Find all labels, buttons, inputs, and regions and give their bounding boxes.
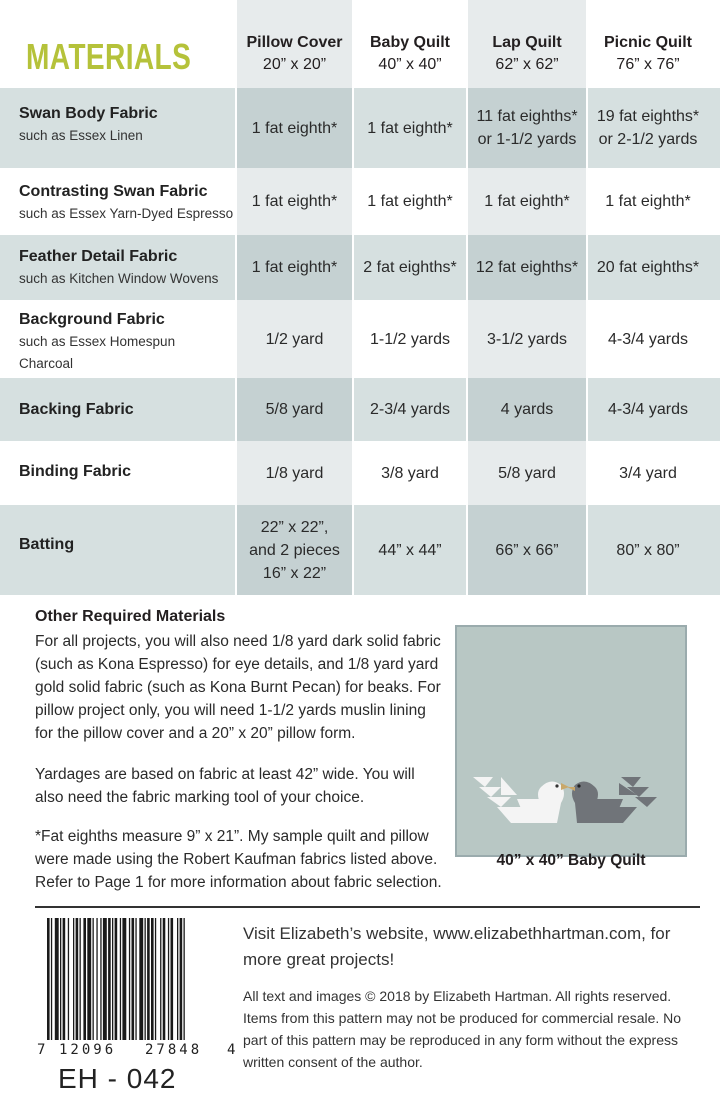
barcode-bar xyxy=(168,918,169,1040)
table-cell: 20 fat eighths* xyxy=(596,259,700,276)
barcode-bar xyxy=(139,918,143,1040)
barcode-bar xyxy=(115,918,118,1040)
row-name: Backing Fabric xyxy=(19,401,134,418)
row-label xyxy=(19,399,134,421)
barcode xyxy=(37,918,237,1048)
barcode-bar xyxy=(122,918,126,1040)
column-header xyxy=(588,32,708,76)
column-header-size: 76” x 76” xyxy=(616,56,680,73)
column-header xyxy=(354,32,466,76)
column-header-size: 20” x 20” xyxy=(262,56,327,73)
barcode-bar xyxy=(100,918,101,1040)
table-cell: 3/4 yard xyxy=(619,464,677,482)
other-materials-paragraph: For all projects, you will also need 1/8 yard dark solid fabric (such as Kona Espresso) for eye details, and 1/8 yard yard gold solid fabric (such as Kona Burnt Pecan) for beaks. For pillow project only, you will need 1-1/2 yards muslin lining for the pillow cover and a 20” x 20” pillow form. xyxy=(35,633,441,742)
row-sub: such as Kitchen Window Wovens xyxy=(19,271,219,286)
yardage-note: Yardages are based on fabric at least 42” wide. You will also need the fabric marking tool of your choice. xyxy=(35,766,415,806)
barcode-bar xyxy=(83,918,86,1040)
column-header xyxy=(468,32,586,76)
row-name: Swan Body Fabric xyxy=(19,105,158,122)
barcode-bar xyxy=(112,918,113,1040)
row-name: Batting xyxy=(19,536,75,553)
table-cell: 3/8 yard xyxy=(381,464,439,482)
row-name: Background Fabric xyxy=(19,311,165,328)
barcode-bar xyxy=(103,918,107,1040)
barcode-bar xyxy=(180,918,183,1040)
barcode-bar xyxy=(51,918,52,1040)
table-cell: 80” x 80” xyxy=(616,541,680,559)
barcode-digit-group: 12096 xyxy=(59,1042,117,1058)
barcode-bar xyxy=(129,918,130,1040)
barcode-bar xyxy=(171,918,174,1040)
table-cell: 1 fat eighth* xyxy=(251,193,338,210)
barcode-bar xyxy=(63,918,66,1040)
barcode-digit-group: 27848 xyxy=(145,1042,203,1058)
divider-line xyxy=(35,906,700,908)
column-header-name: Lap Quilt xyxy=(492,34,562,51)
white-swan xyxy=(473,777,564,823)
barcode-bar xyxy=(135,918,136,1040)
barcode-bar xyxy=(80,918,81,1040)
copyright-notice: All text and images © 2018 by Elizabeth Hartman. All rights reserved. Items from this pattern may not be produced for commercial resale. No part of this pattern may be reproduced in any form without the express written consent of the author. xyxy=(243,988,682,1070)
barcode-bar xyxy=(145,918,146,1040)
page-title: MATERIALS xyxy=(26,36,192,77)
barcode-bar xyxy=(55,918,59,1040)
table-cell: 1/2 yard xyxy=(265,330,324,348)
row-label xyxy=(19,103,158,147)
barcode-digit-trail: 4 xyxy=(227,1042,236,1058)
table-cell: 1/8 yard xyxy=(265,464,324,482)
table-cell: 1 fat eighth* xyxy=(367,193,453,210)
barcode-bar xyxy=(93,918,94,1040)
table-cell: 2-3/4 yards xyxy=(369,401,451,418)
barcode-bar xyxy=(76,918,79,1040)
row-name: Binding Fabric xyxy=(19,463,131,480)
table-cell: 5/8 yard xyxy=(265,401,324,418)
barcode-bar xyxy=(60,918,61,1040)
table-cell: 4-3/4 yards xyxy=(607,401,689,418)
gray-swan xyxy=(572,777,657,823)
barcode-bar xyxy=(177,918,178,1040)
table-cell: 1 fat eighth* xyxy=(367,119,453,137)
barcode-bar xyxy=(147,918,150,1040)
barcode-bar xyxy=(132,918,135,1040)
row-label xyxy=(19,246,218,290)
barcode-digit-lead: 7 xyxy=(37,1042,46,1058)
row-name: Feather Detail Fabric xyxy=(19,248,178,265)
swan-quilt-illustration xyxy=(457,627,685,855)
column-header-size: 40” x 40” xyxy=(378,56,442,73)
barcode-bar xyxy=(120,918,121,1040)
row-label xyxy=(19,534,74,556)
table-cell: 1-1/2 yards xyxy=(369,330,451,348)
row-sub: such as Essex Homespun Charcoal xyxy=(19,334,176,371)
barcode-bar xyxy=(73,918,74,1040)
table-cell: 4-3/4 yards xyxy=(607,330,689,348)
table-cell: 44” x 44” xyxy=(378,541,442,559)
table-cell: 1 fat eighth* xyxy=(251,259,338,276)
table-cell: 1 fat eighth* xyxy=(484,193,570,210)
column-header xyxy=(237,32,352,76)
table-cell: 3-1/2 yards xyxy=(486,330,568,348)
row-sub: such as Essex Linen xyxy=(19,128,143,143)
table-cell: 11 fat eighths* or 1-1/2 yards xyxy=(476,108,578,148)
baby-quilt-image xyxy=(455,625,687,857)
table-cell: 4 yards xyxy=(500,401,554,418)
barcode-bar xyxy=(151,918,154,1040)
barcode-bar xyxy=(184,918,185,1040)
row-label xyxy=(19,461,131,483)
barcode-bar xyxy=(108,918,111,1040)
barcode-bar xyxy=(160,918,161,1040)
column-header-name: Pillow Cover xyxy=(246,34,343,51)
table-cell: 19 fat eighths* or 2-1/2 yards xyxy=(596,108,700,148)
table-cell: 22” x 22”, and 2 pieces 16” x 22” xyxy=(249,518,340,582)
table-cell: 2 fat eighths* xyxy=(363,259,457,276)
table-cell: 66” x 66” xyxy=(495,541,559,559)
table-cell: 5/8 yard xyxy=(498,464,556,482)
row-label xyxy=(19,181,233,225)
barcode-bar xyxy=(96,918,97,1040)
barcode-bar xyxy=(163,918,166,1040)
other-materials-heading: Other Required Materials xyxy=(35,608,226,625)
website-note: Visit Elizabeth’s website, www.elizabethhartman.com, for more great projects! xyxy=(243,924,671,969)
column-header-name: Picnic Quilt xyxy=(603,34,692,51)
table-cell: 1 fat eighth* xyxy=(605,193,691,210)
column-header-name: Baby Quilt xyxy=(369,34,450,51)
row-name: Contrasting Swan Fabric xyxy=(19,183,208,200)
column-header-size: 62” x 62” xyxy=(495,56,559,73)
barcode-bars xyxy=(37,918,237,1042)
row-label xyxy=(19,309,175,375)
row-sub: such as Essex Yarn-Dyed Espresso xyxy=(19,206,234,221)
quilt-caption: 40” x 40” Baby Quilt xyxy=(496,852,646,869)
pattern-sku: EH - 042 xyxy=(58,1063,177,1094)
table-cell: 12 fat eighths* xyxy=(475,259,579,276)
barcode-bar xyxy=(87,918,91,1040)
barcode-bar xyxy=(47,918,50,1040)
barcode-bar xyxy=(68,918,69,1040)
table-cell: 1 fat eighth* xyxy=(251,119,338,137)
barcode-bar xyxy=(155,918,156,1040)
fat-eighth-note: *Fat eighths measure 9” x 21”. My sample quilt and pillow were made using the Robert Kaufman fabrics listed above. Refer to Page 1 for more information about fabric selection. xyxy=(35,828,442,891)
